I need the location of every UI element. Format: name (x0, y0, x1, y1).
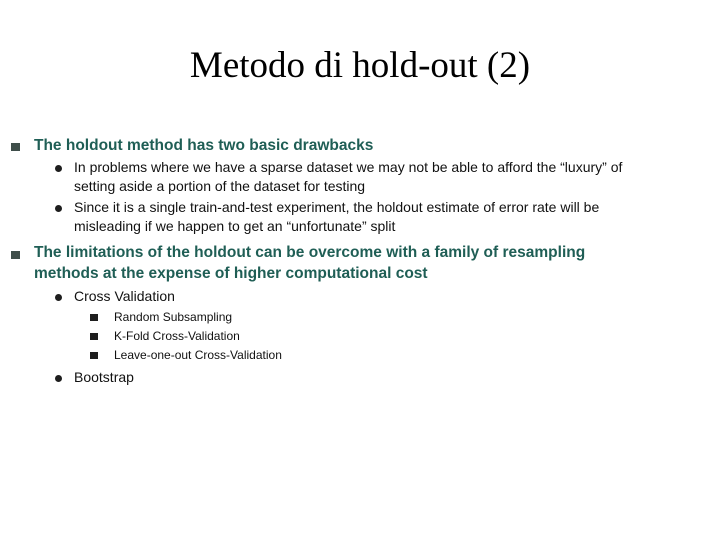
round-bullet-icon (55, 375, 62, 382)
sub-sub-bullet-text: Random Subsampling (114, 310, 233, 324)
bullet-text: The limitations of the holdout can be overcome with a family of resampling (34, 244, 586, 261)
bullet-text: methods at the expense of higher computational cost (34, 265, 428, 282)
sub-bullet-text: Since it is a single train-and-test experiment, the holdout estimate of error rate will be (74, 199, 600, 215)
round-bullet-icon (55, 294, 62, 301)
sub-bullet-text: misleading if we happen to get an “unfortunate” split (74, 218, 396, 234)
slide-title: Metodo di hold-out (2) (189, 45, 531, 86)
sub-sub-bullet-text: K-Fold Cross-Validation (114, 329, 240, 343)
square-bullet-icon (11, 251, 20, 259)
round-bullet-icon (55, 205, 62, 212)
bullet-text: The holdout method has two basic drawbacks (34, 137, 374, 154)
square-bullet-icon (90, 314, 98, 321)
sub-sub-bullet-text: Leave-one-out Cross-Validation (114, 348, 282, 362)
square-bullet-icon (11, 143, 20, 151)
sub-bullet-text: In problems where we have a sparse dataset we may not be able to afford the “luxury” of (74, 159, 623, 175)
sub-bullet-text: setting aside a portion of the dataset for testing (74, 178, 366, 194)
square-bullet-icon (90, 352, 98, 359)
round-bullet-icon (55, 165, 62, 172)
sub-bullet-text: Cross Validation (74, 288, 175, 304)
square-bullet-icon (90, 333, 98, 340)
sub-bullet-text: Bootstrap (74, 369, 134, 385)
